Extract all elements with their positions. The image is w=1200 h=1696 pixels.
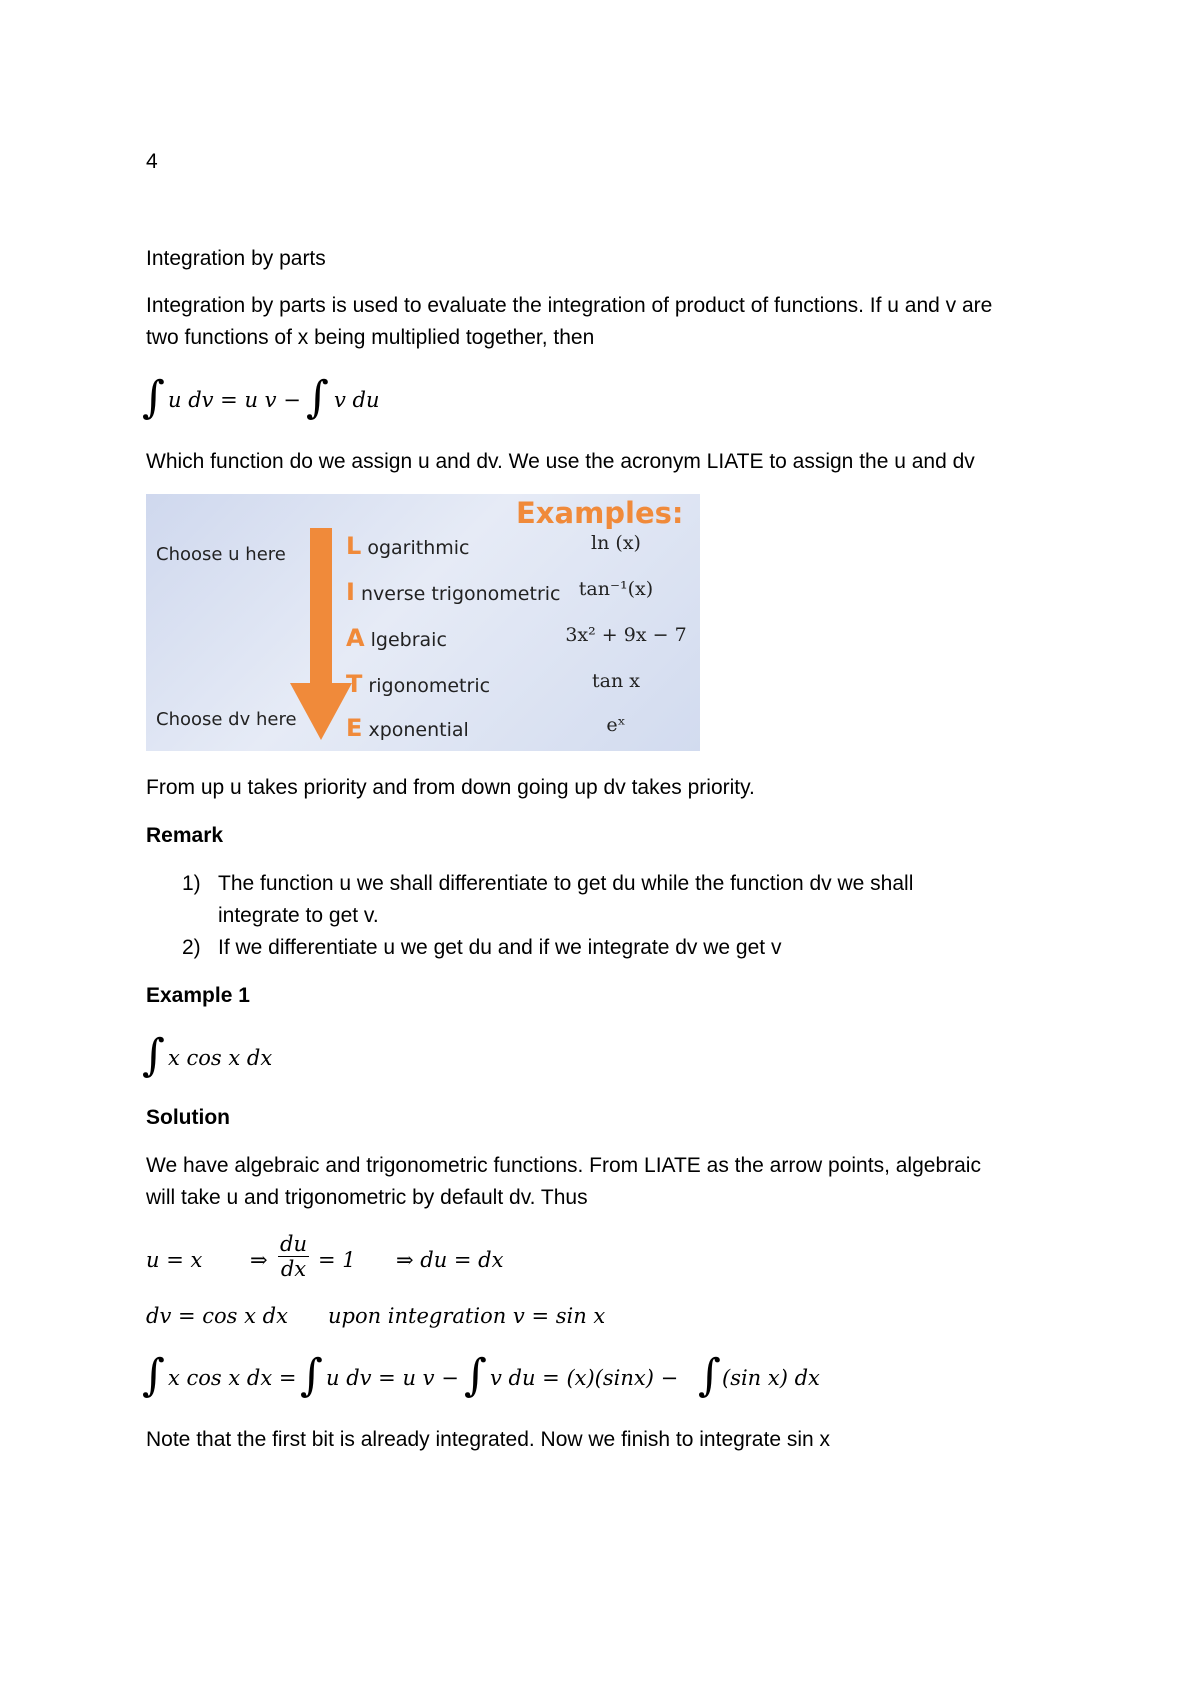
eq-long-d: (sin x) dx <box>722 1366 820 1390</box>
liate-word: nverse trigonometric <box>360 583 561 605</box>
remark-number: 1) <box>182 872 201 895</box>
integral-sign: ∫ <box>464 1350 487 1401</box>
intro-line-1: Integration by parts is used to evaluate the integration of product of functions. If u and v are <box>146 294 993 317</box>
du-dx-fraction <box>278 1232 309 1281</box>
fraction-numerator: du <box>280 1232 307 1256</box>
example-value: 3x² + 9x − 7 <box>565 624 687 646</box>
remark-number: 2) <box>182 936 201 959</box>
intro-line-2: two functions of x being multiplied together, then <box>146 326 595 349</box>
example-value: eˣ <box>606 714 626 736</box>
solution-line-2: will take u and trigonometric by default dv. Thus <box>146 1186 588 1209</box>
eq-equals-one: = 1 <box>318 1248 356 1272</box>
liate-row-inverse-trig <box>346 578 560 606</box>
eq-upon-integration: upon integration v = sin x <box>328 1304 606 1328</box>
liate-row-exponential <box>346 714 469 742</box>
eq-long-a: x cos x dx = <box>168 1366 297 1390</box>
eq-long-b: u dv = u v − <box>326 1366 459 1390</box>
liate-letter: E <box>346 714 363 742</box>
section-heading: Integration by parts <box>146 247 326 270</box>
integral-sign: ∫ <box>300 1350 323 1401</box>
note-line: Note that the first bit is already integrated. Now we finish to integrate sin x <box>146 1428 831 1451</box>
page-number: 4 <box>146 150 158 173</box>
eq-long-c: v du = (x)(sinx) − <box>490 1366 679 1390</box>
eq-du-dx: ⇒ du = dx <box>396 1248 504 1272</box>
liate-figure <box>146 494 700 751</box>
liate-row-logarithmic <box>346 532 470 560</box>
liate-row-algebraic <box>346 624 447 652</box>
formula-main-tail: v du <box>334 388 380 412</box>
eq-u: u = x <box>146 1248 203 1272</box>
fraction-denominator: dx <box>280 1257 307 1281</box>
liate-word: ogarithmic <box>367 537 470 559</box>
remark-title: Remark <box>146 824 224 847</box>
example-title: Example 1 <box>146 984 250 1007</box>
liate-letter: T <box>346 670 363 698</box>
liate-word: rigonometric <box>368 675 491 697</box>
assign-line: Which function do we assign u and dv. We use the acronym LIATE to assign the u and dv <box>146 450 975 473</box>
liate-letter: I <box>346 578 355 606</box>
example-value: ln (x) <box>591 532 641 554</box>
solution-title: Solution <box>146 1106 230 1129</box>
integral-sign: ∫ <box>142 1350 165 1401</box>
solution-line-1: We have algebraic and trigonometric functions. From LIATE as the arrow points, algebraic <box>146 1154 981 1177</box>
liate-letter: L <box>346 532 362 560</box>
liate-row-trigonometric <box>346 670 490 698</box>
example-value: tan x <box>592 670 640 692</box>
liate-letter: A <box>346 624 365 652</box>
formula-main: u dv = u v − <box>168 388 301 412</box>
example-value: tan⁻¹(x) <box>578 578 654 600</box>
liate-word: xponential <box>368 719 469 741</box>
liate-word: lgebraic <box>370 629 447 651</box>
choose-dv-label: Choose dv here <box>156 709 297 730</box>
remark-text: If we differentiate u we get du and if we integrate dv we get v <box>218 936 782 959</box>
integral-sign: ∫ <box>698 1350 721 1401</box>
integral-sign: ∫ <box>142 1030 165 1081</box>
priority-line: From up u takes priority and from down going up dv takes priority. <box>146 776 755 799</box>
remark-text: integrate to get v. <box>218 904 379 927</box>
example-integral: x cos x dx <box>168 1046 273 1070</box>
integral-sign: ∫ <box>306 372 329 423</box>
implies-symbol: ⇒ <box>250 1248 268 1272</box>
eq-dv: dv = cos x dx <box>146 1304 288 1328</box>
examples-title: Examples: <box>516 496 684 530</box>
remark-text: The function u we shall differentiate to get du while the function dv we shall <box>218 872 914 895</box>
choose-u-label: Choose u here <box>156 544 286 565</box>
integral-sign: ∫ <box>142 372 165 423</box>
